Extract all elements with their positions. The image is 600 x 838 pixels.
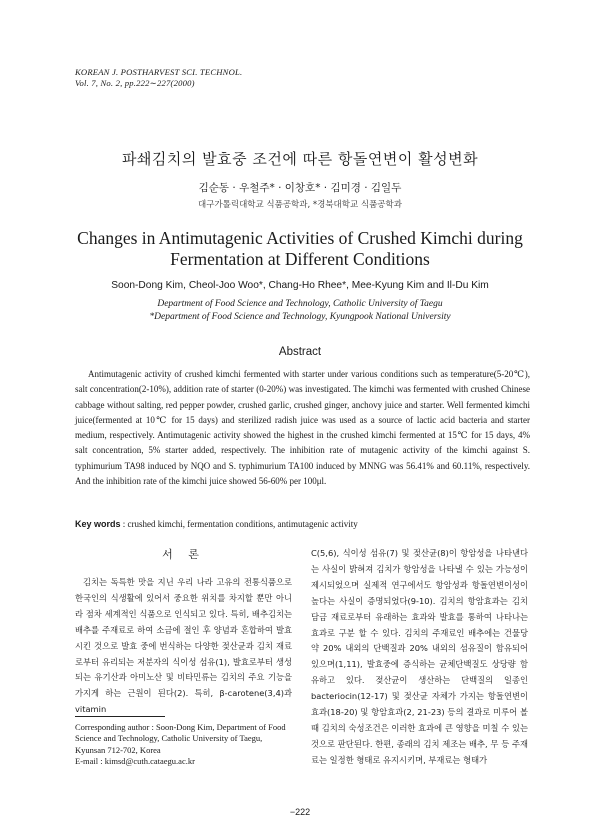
korean-title: 파쇄김치의 발효중 조건에 따른 항돌연변이 활성변화 — [121, 150, 479, 168]
author-email: E-mail : kimsd@cuth.cataegu.ac.kr — [75, 755, 195, 766]
english-authors: Soon-Dong Kim, Cheol-Joo Woo*, Chang-Ho Rhee*, Mee-Kyung Kim and Il-Du Kim — [111, 280, 489, 291]
journal-header — [75, 67, 242, 89]
korean-authors: 김순동 · 우철주* · 이창호* · 김미경 · 김일두 — [198, 182, 402, 194]
keywords-text: : crushed kimchi, fermentation conditions, antimutagenic activity — [120, 519, 358, 529]
abstract-heading: Abstract — [278, 346, 322, 358]
english-affiliation — [0, 298, 600, 324]
abstract-body: Antimutagenic activity of crushed kimchi fermented with starter under various conditions such as temperature(5-20℃), salt concentration(2-10%), addition rate of starter (0-20%) was investigated. The kimchi was fermented with crushed Chinese cabbage without salting, red pepper powder, crushed garlic, crushed ginger, anchovy juice and starter. Well fermented kimchi juice(fermented at 10℃ for 15 days) and sterilized radish juice was used as a source of lactic acid bacteria and starter medium, respectively. Antimutagenic activity showed the highest in the crushed kimchi fermented at 15℃ for 15 days, 4% salt concentration, 5% starter added, respectively. The inhibition rate of mutagenic activity of the kimchi against S. typhimurium TA98 induced by NQO and S. typhimurium TA100 induced by MNNG was 56.41% and 60.11%, respectively. And the inhibition rate of the kimchi juice showed 56-60% per 100μl. — [75, 369, 530, 487]
keywords — [75, 519, 530, 529]
journal-volume: Vol. 7, No. 2, pp.222∼227(2000) — [75, 78, 195, 88]
keywords-label: Key words — [75, 519, 121, 529]
corresponding-author: Corresponding author : Soon-Dong Kim, Department of Food Science and Technology, Catholic University of Taegu, Kyunsan 712-702, Korea — [75, 722, 286, 755]
right-column — [311, 546, 528, 769]
affiliation-2: *Department of Food Science and Technology, Kyungpook National University — [149, 312, 451, 322]
english-title: Changes in Antimutagenic Activities of Crushed Kimchi during Fermentation at Different Conditions — [77, 228, 523, 269]
korean-affiliation: 대구가톨릭대학교 식품공학과, *경북대학교 식품공학과 — [198, 200, 402, 210]
page-number: −222 — [289, 807, 311, 817]
section-title: 서 론 — [162, 548, 205, 561]
affiliation-1: Department of Food Science and Technology, Catholic University of Taegu — [157, 299, 443, 309]
footnote-divider — [75, 716, 165, 717]
intro-paragraph-right: C(5,6), 식이성 섬유(7) 및 젖산균(8)이 항암성을 나타낸다는 사실이 밝혀져 김치가 항암성을 나타낼 수 있는 가능성이 제시되었으며 실제적 연구에서도 항암성과 항돌연변이성이 높다는 사실이 증명되었다(9-10). 김치의 항암효과는 김치 담금 재료로부터 유래하는 효과와 발효를 통하여 나타나는 효과로 구분 할 수 있다. 김치의 주재료인 배추에는 건물당 약 20% 내외의 단백질과 20% 내외의 섬유질이 함유되어 있으며(1,11), 발효중에 증식하는 균체단백질도 상당량 함유하고 있다. 젖산균이 생산하는 단백질의 일종인 bacteriocin(12-17) 및 젖산균 자체가 가지는 항돌연변이 효과(18-20) 및 항암효과(2, 21-23) 등의 결과로 미루어 볼 때 김치의 숙성조건은 이러한 효과에 큰 영향을 미칠 수 있는 것으로 판단된다. 한편, 종래의 김치 제조는 배추, 무 등 주재료는 일정한 형태로 유지시키며, 부재료는 형태가 — [311, 548, 528, 765]
journal-name: KOREAN J. POSTHARVEST SCI. TECHNOL. — [75, 67, 243, 77]
correspondence-footnote — [75, 722, 292, 767]
intro-paragraph-left: 김치는 독특한 맛을 지닌 우리 나라 고유의 전통식품으로 한국인의 식생활에 있어서 중요한 위치를 차지할 뿐만 아니라 점차 세계적인 식품으로 인식되고 있다. 특히, 배추김치는 배추를 주재료로 하여 소금에 절인 후 양념과 혼합하여 발효시킨 것으로 발효 중에 번식하는 다양한 젖산균과 김치 재료로부터 유리되는 저분자의 식이성 섬유(1), 발효로부터 생성되는 유기산과 아미노산 및 비타민류는 김치의 주요 기능을 가지게 하는 근원이 된다(2). 특히, β-carotene(3,4)과 vitamin — [75, 577, 292, 715]
left-column — [75, 546, 292, 718]
